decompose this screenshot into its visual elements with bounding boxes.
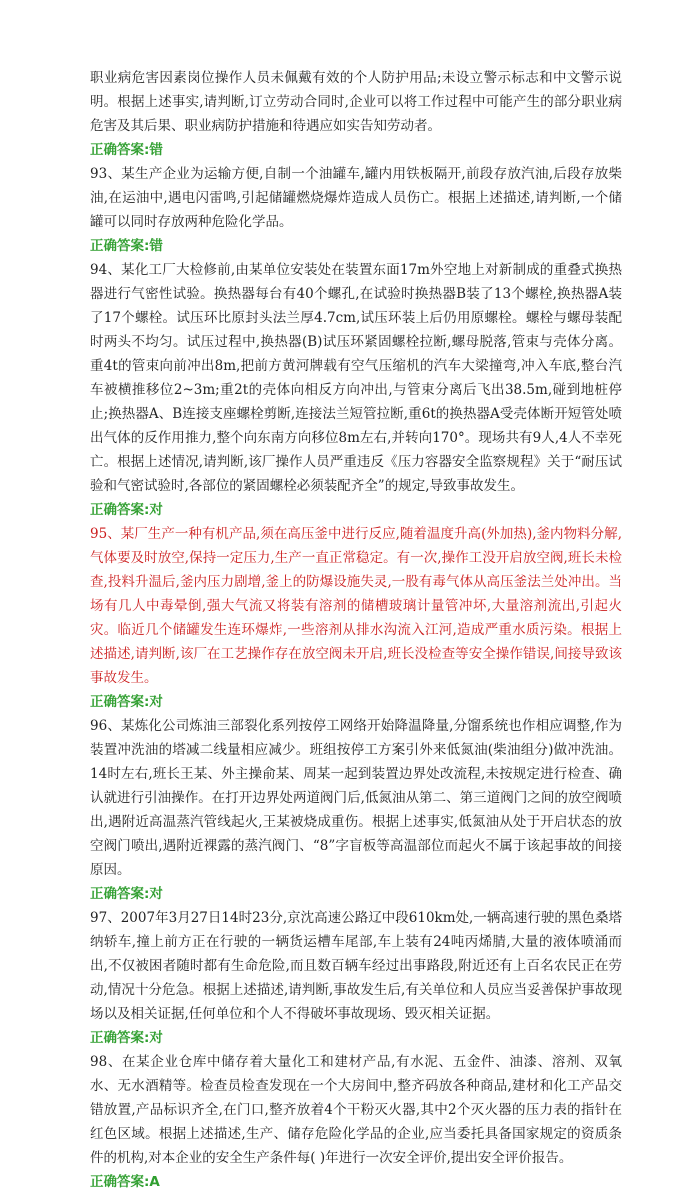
answer-line: [90, 234, 622, 258]
answer-line: [90, 882, 622, 906]
answer-value: 对: [149, 502, 163, 518]
answer-value: 对: [149, 886, 163, 902]
question-text: 93、某生产企业为运输方便,自制一个油罐车,罐内用铁板隔开,前段存放汽油,后段存放柴油,在运油中,遇电闪雷鸣,引起储罐燃烧爆炸造成人员伤亡。根据上述描述,请判断,一个储罐可以同时存放两种危险化学品。: [90, 166, 622, 230]
question-text: 94、某化工厂大检修前,由某单位安装处在装置东面17m外空地上对新制成的重叠式换热器进行气密性试验。换热器每台有40个螺孔,在试验时换热器B装了13个螺栓,换热器A装了17个螺栓。试压环比原封头法兰厚4.7cm,试压环装上后仍用原螺栓。螺栓与螺母装配时两头不均匀。试压过程中,换热器(B)试压环紧固螺栓拉断,螺母脱落,管束与壳体分离。重4t的管束向前冲出8m,把前方黄河牌载有空气压缩机的汽车大梁撞弯,冲入车底,整台汽车被横推移位2~3m;重2t的壳体向相反方向冲出,与管束分离后飞出38.5m,碰到地桩停止;换热器A、B连接支座螺栓剪断,连接法兰短管拉断,重6t的换热器A受壳体断开短管处喷出气体的反作用推力,整个向东南方向移位8m左右,并转向170°。现场共有9人,4人不幸死亡。根据上述情况,请判断,该厂操作人员严重违反《压力容器安全监察规程》关于“耐压试验和气密试验时,各部位的紧固螺栓必须装配齐全”的规定,导致事故发生。: [90, 262, 622, 494]
answer-label: 正确答案:: [90, 1174, 150, 1190]
question-text: 98、在某企业仓库中储存着大量化工和建材产品,有水泥、五金件、油漆、溶剂、双氧水、无水酒精等。检查员检查发现在一个大房间中,整齐码放各种商品,建材和化工产品交错放置,产品标识齐全,在门口,整齐放着4个干粉灭火器,其中2个灭火器的压力表的指针在红色区域。根据上述描述,生产、储存危险化学品的企业,应当委托具备国家规定的资质条件的机构,对本企业的安全生产条件每( )年进行一次安全评价,提出安全评价报告。: [90, 1054, 622, 1166]
answer-line: [90, 498, 622, 522]
answer-line: [90, 138, 622, 162]
answer-value: A: [149, 1174, 160, 1190]
question-text-highlighted: 95、某厂生产一种有机产品,须在高压釜中进行反应,随着温度升高(外加热),釜内物料分解,气体要及时放空,保持一定压力,生产一直正常稳定。有一次,操作工没开启放空阀,班长未检查,投料升温后,釜内压力剧增,釜上的防爆设施失灵,一股有毒气体从高压釜法兰处冲出。当场有几人中毒晕倒,强大气流又将装有溶剂的储槽玻璃计量管冲坏,大量溶剂流出,引起火灾。临近几个储罐发生连环爆炸,一些溶剂从排水沟流入江河,造成严重水质污染。根据上述描述,请判断,该厂在工艺操作存在放空阀未开启,班长没检查等安全操作错误,间接导致该事故发生。: [90, 526, 622, 686]
answer-label: 正确答案:: [90, 142, 150, 158]
answer-line: [90, 1170, 622, 1194]
answer-line: [90, 690, 622, 714]
answer-value: 错: [149, 238, 163, 254]
answer-label: 正确答案:: [90, 886, 150, 902]
answer-value: 对: [149, 694, 163, 710]
answer-label: 正确答案:: [90, 694, 150, 710]
answer-value: 对: [149, 1030, 163, 1046]
answer-value: 错: [149, 142, 163, 158]
answer-label: 正确答案:: [90, 238, 150, 254]
question-text: 96、某炼化公司炼油三部裂化系列按停工网络开始降温降量,分馏系统也作相应调整,作为装置冲洗油的塔减二线量相应减少。班组按停工方案引外来低氮油(柴油组分)做冲洗油。14时左右,班长王某、外主操俞某、周某一起到装置边界处改流程,未按规定进行检查、确认就进行引油操作。在打开边界处两道阀门后,低氮油从第二、第三道阀门之间的放空阀喷出,遇附近高温蒸汽管线起火,王某被烧成重伤。根据上述事实,低氮油从处于开启状态的放空阀门喷出,遇附近裸露的蒸汽阀门、“8”字盲板等高温部位而起火不属于该起事故的间接原因。: [90, 718, 622, 878]
answer-line: [90, 1026, 622, 1050]
answer-label: 正确答案:: [90, 1030, 150, 1046]
question-text: 职业病危害因素岗位操作人员未佩戴有效的个人防护用品;未设立警示标志和中文警示说明。根据上述事实,请判断,订立劳动合同时,企业可以将工作过程中可能产生的部分职业病危害及其后果、职业病防护措施和待遇应如实告知劳动者。: [90, 70, 622, 134]
question-list: [90, 66, 622, 1194]
answer-label: 正确答案:: [90, 502, 150, 518]
question-text: 97、2007年3月27日14时23分,京沈高速公路辽中段610km处,一辆高速行驶的黑色桑塔纳轿车,撞上前方正在行驶的一辆货运槽车尾部,车上装有24吨丙烯腈,大量的液体喷涌而出,不仅被困者随时都有生命危险,而且数百辆车经过出事路段,附近还有上百名农民正在劳动,情况十分危急。根据上述描述,请判断,事故发生后,有关单位和人员应当妥善保护事故现场以及相关证据,任何单位和个人不得破坏事故现场、毁灭相关证据。: [90, 910, 622, 1022]
